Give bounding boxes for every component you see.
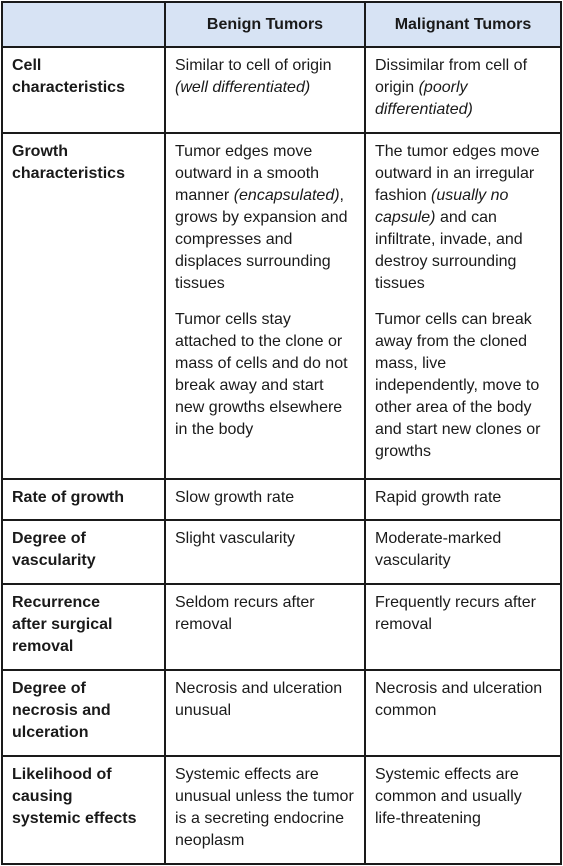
header-corner-cell [2, 2, 165, 47]
table-row-vascularity [2, 520, 561, 584]
table-row-growth-characteristics [2, 133, 561, 479]
table-row-recurrence [2, 584, 561, 670]
row-label: Rate of growth [2, 479, 165, 520]
benign-cell: Seldom recurs after removal [165, 584, 365, 670]
row-label-line: necrosis and [12, 702, 111, 719]
row-label [2, 670, 165, 756]
row-label-line: causing [12, 788, 73, 805]
row-label-line: systemic effects [12, 810, 137, 827]
row-label-line: characteristics [12, 79, 125, 96]
cell-text: , grows by expansion and compresses and displaces surrounding tissues [175, 187, 348, 292]
row-label [2, 47, 165, 133]
benign-cell: Necrosis and ulceration unusual [165, 670, 365, 756]
cell-text: The tumor edges move outward in an irregular fashion [375, 143, 540, 204]
table-row-systemic-effects [2, 756, 561, 864]
cell-paragraph [175, 141, 355, 295]
malignant-cell: Systemic effects are common and usually life-threatening [365, 756, 561, 864]
cell-paragraph: Tumor cells stay attached to the clone or mass of cells and do not break away and start new growths elsewhere in the body [175, 311, 348, 438]
cell-note: (well differentiated) [175, 79, 311, 96]
table-row-cell-characteristics [2, 47, 561, 133]
table-row-necrosis [2, 670, 561, 756]
row-label-line: ulceration [12, 724, 89, 741]
row-label-line: after surgical [12, 616, 113, 633]
row-label-line: Recurrence [12, 594, 101, 611]
benign-cell [165, 47, 365, 133]
benign-cell: Slow growth rate [165, 479, 365, 520]
cell-note: (usually no capsule) [375, 187, 509, 226]
benign-cell [165, 133, 365, 479]
row-label-line: vascularity [12, 552, 96, 569]
table-row-rate-of-growth [2, 479, 561, 520]
benign-cell: Slight vascularity [165, 520, 365, 584]
row-label-line: Degree of [12, 530, 86, 547]
cell-note: (poorly differentiated) [375, 79, 473, 118]
cell-text: Dissimilar from cell of origin [375, 57, 528, 96]
header-row [2, 2, 561, 47]
comparison-table [1, 1, 562, 865]
row-label-line: characteristics [12, 165, 125, 182]
cell-paragraph: Tumor cells can break away from the cloned mass, live independently, move to other area of the body and start new clones or growths [375, 311, 541, 460]
cell-paragraph [375, 141, 551, 295]
malignant-cell [365, 133, 561, 479]
cell-text: Tumor edges move outward in a smooth manner [175, 143, 320, 204]
row-label-line: Cell [12, 57, 42, 74]
row-label [2, 133, 165, 479]
cell-text: and can infiltrate, invade, and destroy surrounding tissues [375, 209, 523, 292]
benign-cell: Systemic effects are unusual unless the tumor is a secreting endocrine neoplasm [165, 756, 365, 864]
header-benign: Benign Tumors [165, 2, 365, 47]
row-label [2, 584, 165, 670]
malignant-cell: Frequently recurs after removal [365, 584, 561, 670]
row-label [2, 756, 165, 864]
table-header [2, 2, 561, 47]
row-label-line: Growth [12, 143, 68, 160]
row-label-line: removal [12, 638, 74, 655]
row-label-line: Degree of [12, 680, 86, 697]
cell-text: Similar to cell of origin [175, 57, 332, 74]
table-body [2, 47, 561, 864]
cell-note: (encapsulated) [233, 187, 340, 204]
malignant-cell: Necrosis and ulceration common [365, 670, 561, 756]
row-label [2, 520, 165, 584]
malignant-cell [365, 47, 561, 133]
malignant-cell: Rapid growth rate [365, 479, 561, 520]
header-malignant: Malignant Tumors [365, 2, 561, 47]
row-label-line: Likelihood of [12, 766, 112, 783]
malignant-cell: Moderate-marked vascularity [365, 520, 561, 584]
